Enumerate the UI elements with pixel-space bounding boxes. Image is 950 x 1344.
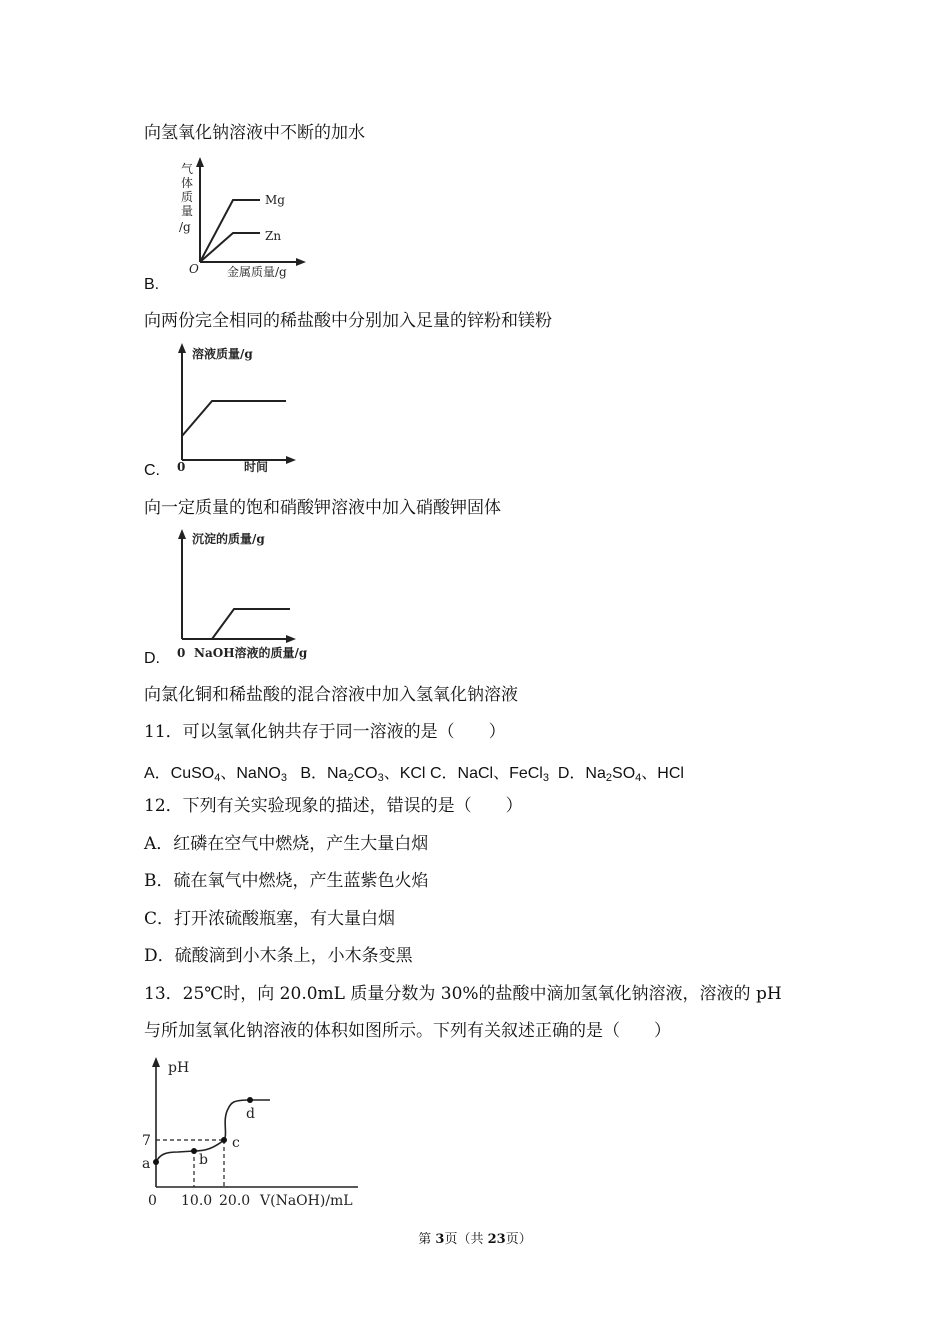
figure-b-zn-line (200, 233, 260, 262)
ph-point-c (221, 1137, 227, 1143)
q13-line-1: 13．25℃时，向 20.0mL 质量分数为 30%的盐酸中滴加氢氧化钠溶液，溶液的 pH (144, 984, 782, 1004)
figure-b-ylabel-5: /g (179, 220, 191, 234)
ph-label-c: c (232, 1135, 240, 1151)
page-number: 3 (435, 1232, 445, 1247)
figure-b-origin: O (189, 262, 199, 276)
figure-d-line (212, 609, 290, 639)
q11-option-d: D．$Na_2SO_4$、HCl (557, 765, 684, 784)
ph-point-b (191, 1148, 197, 1154)
page-total: 23 (487, 1232, 506, 1247)
q11-option-c: C．NaCl、FeCl$_3$ (429, 765, 549, 784)
q11-options (144, 760, 684, 783)
ph-label-b: b (199, 1152, 208, 1168)
figure-b-chart (175, 155, 315, 285)
figure-ph-ylabel: pH (168, 1060, 190, 1076)
figure-b-zn-label: Zn (265, 229, 282, 243)
figure-c-xlabel: 时间 (244, 460, 269, 474)
figure-d-ylabel: 沉淀的质量/g (192, 532, 265, 546)
figure-d-chart (172, 526, 327, 664)
option-c-label: C. (144, 462, 160, 479)
figure-d-origin: 0 (177, 646, 186, 660)
ph-xtick-0: 0 (148, 1193, 157, 1209)
ph-xtick-10: 10.0 (181, 1193, 213, 1209)
figure-ph-chart (138, 1052, 368, 1212)
option-d-label: D. (144, 650, 160, 667)
figure-b-ylabel-2: 体 (181, 176, 194, 190)
option-d-description: 向氯化铜和稀盐酸的混合溶液中加入氢氧化钠溶液 (144, 685, 518, 705)
ph-label-d: d (246, 1106, 255, 1122)
page-footer: 第 3页（共 23页） (418, 1232, 532, 1247)
q12-stem: 12．下列有关实验现象的描述，错误的是（ ） (144, 796, 523, 816)
ph-xtick-20: 20.0 (219, 1193, 251, 1209)
q12-option-b: B．硫在氧气中燃烧，产生蓝紫色火焰 (144, 871, 429, 891)
q13-line-2: 与所加氢氧化钠溶液的体积如图所示。下列有关叙述正确的是（ ） (144, 1021, 671, 1041)
option-b-label: B. (144, 276, 160, 293)
figure-c-line (182, 401, 286, 436)
ph-label-a: a (142, 1156, 151, 1172)
q12-option-d: D．硫酸滴到小木条上，小木条变黑 (144, 946, 413, 966)
figure-c-chart (172, 340, 312, 475)
ph-point-a (153, 1159, 159, 1165)
figure-b-mg-label: Mg (265, 193, 285, 207)
figure-b-xlabel: 金属质量/g (227, 265, 287, 279)
option-b-description: 向两份完全相同的稀盐酸中分别加入足量的锌粉和镁粉 (144, 311, 552, 331)
q11-option-b: B．$Na_2CO_3$、KCl (300, 765, 426, 784)
figure-b-ylabel-1: 气 (181, 162, 194, 176)
ph-point-d (247, 1097, 253, 1103)
figure-d-xlabel: NaOH溶液的质量/g (194, 646, 308, 660)
figure-c-origin: 0 (177, 460, 186, 474)
figure-b-ylabel-4: 量 (181, 204, 194, 218)
figure-b-mg-line (200, 200, 260, 262)
option-c-description: 向一定质量的饱和硝酸钾溶液中加入硝酸钾固体 (144, 498, 501, 518)
ph-ytick-7: 7 (142, 1133, 151, 1149)
q12-option-c: C．打开浓硫酸瓶塞，有大量白烟 (144, 909, 396, 929)
q12-option-a: A．红磷在空气中燃烧，产生大量白烟 (144, 834, 429, 854)
figure-ph-xlabel: V(NaOH)/mL (260, 1193, 353, 1209)
q11-stem: 11．可以氢氧化钠共存于同一溶液的是（ ） (144, 722, 506, 742)
q11-option-a: A．CuSO$_4$、NaNO$_3$ (144, 765, 287, 784)
option-a-description: 向氢氧化钠溶液中不断的加水 (144, 123, 365, 143)
figure-c-ylabel: 溶液质量/g (192, 347, 253, 361)
figure-b-ylabel-3: 质 (181, 190, 194, 204)
